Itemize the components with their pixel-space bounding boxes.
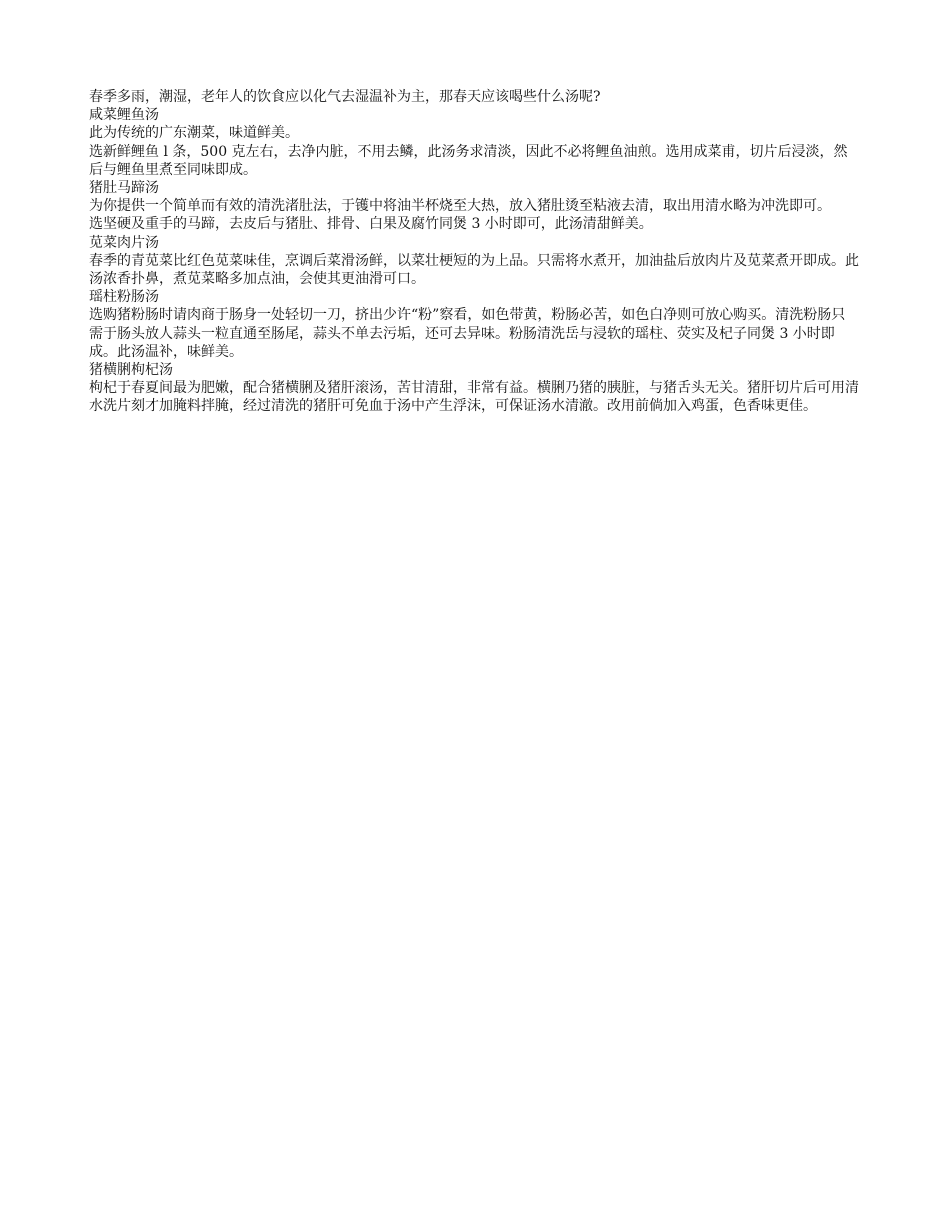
section-amaranth-pork-slice-soup [89, 234, 859, 289]
section-pork-pancreas-goji-soup [89, 361, 859, 416]
section-scallop-pork-intestine-soup [89, 288, 859, 361]
section-title: 瑶柱粉肠汤 [89, 289, 159, 306]
section-paragraph: 枸杞于春夏间最为肥嫩，配合猪横脷及猪肝滚汤，苦甘清甜，非常有益。横脷乃猪的胰脏，与猪舌头无关。猪肝切片后可用清水洗片刻才加腌料拌腌，经过清洗的猪肝可免血于汤中产生浮沫，可保证汤水清澈。改用前倘加入鸡蛋，色香味更佳。 [89, 380, 859, 415]
section-title: 咸菜鲤鱼汤 [89, 107, 159, 124]
section-paragraph: 选坚硬及重手的马蹄，去皮后与猪肚、排骨、白果及腐竹同煲 3 小时即可，此汤清甜鲜美。 [89, 216, 653, 233]
intro-paragraph: 春季多雨，潮湿，老年人的饮食应以化气去湿温补为主，那春天应该喝些什么汤呢? [89, 89, 601, 105]
section-title: 猪横脷枸杞汤 [89, 362, 173, 379]
section-paragraph: 选新鲜鲤鱼 l 条，500 克左右，去净内脏，不用去鳞，此汤务求清淡，因此不必将鲤鱼油煎。选用成菜甫，切片后浸淡，然后与鲤鱼里煮至同味即成。 [89, 143, 848, 178]
section-title: 猪肚马蹄汤 [89, 180, 159, 197]
section-paragraph: 此为传统的广东潮菜，味道鲜美。 [89, 125, 299, 142]
section-paragraph: 春季的青苋菜比红色苋菜味佳，烹调后菜滑汤鲜，以菜壮梗短的为上品。只需将水煮开，加油盐后放肉片及苋菜煮开即成。此汤浓香扑鼻，煮苋菜略多加点油，会使其更油滑可口。 [89, 252, 859, 288]
section-paragraph: 选购猪粉肠时请肉商于肠身一处轻切一刀，挤出少许“粉”察看，如色带黄，粉肠必苦，如色白净则可放心购买。清洗粉肠只需于肠头放人蒜头一粒直通至肠尾，蒜头不单去污垢，还可去异味。粉肠清洗岳与浸软的瑶柱、荧实及杞子同煲 3 小时即成。此汤温补，味鲜美。 [89, 307, 846, 360]
section-title: 苋菜肉片汤 [89, 234, 159, 251]
section-salted-veg-carp-soup [89, 106, 859, 179]
section-pork-tripe-water-chestnut-soup [89, 179, 859, 234]
section-paragraph: 为你提供一个简单而有效的清洗渚肚法，于镬中将油半杯烧至大热，放入猪肚烫至粘液去清，取出用清水略为冲洗即可。 [89, 198, 831, 215]
article [89, 88, 859, 416]
